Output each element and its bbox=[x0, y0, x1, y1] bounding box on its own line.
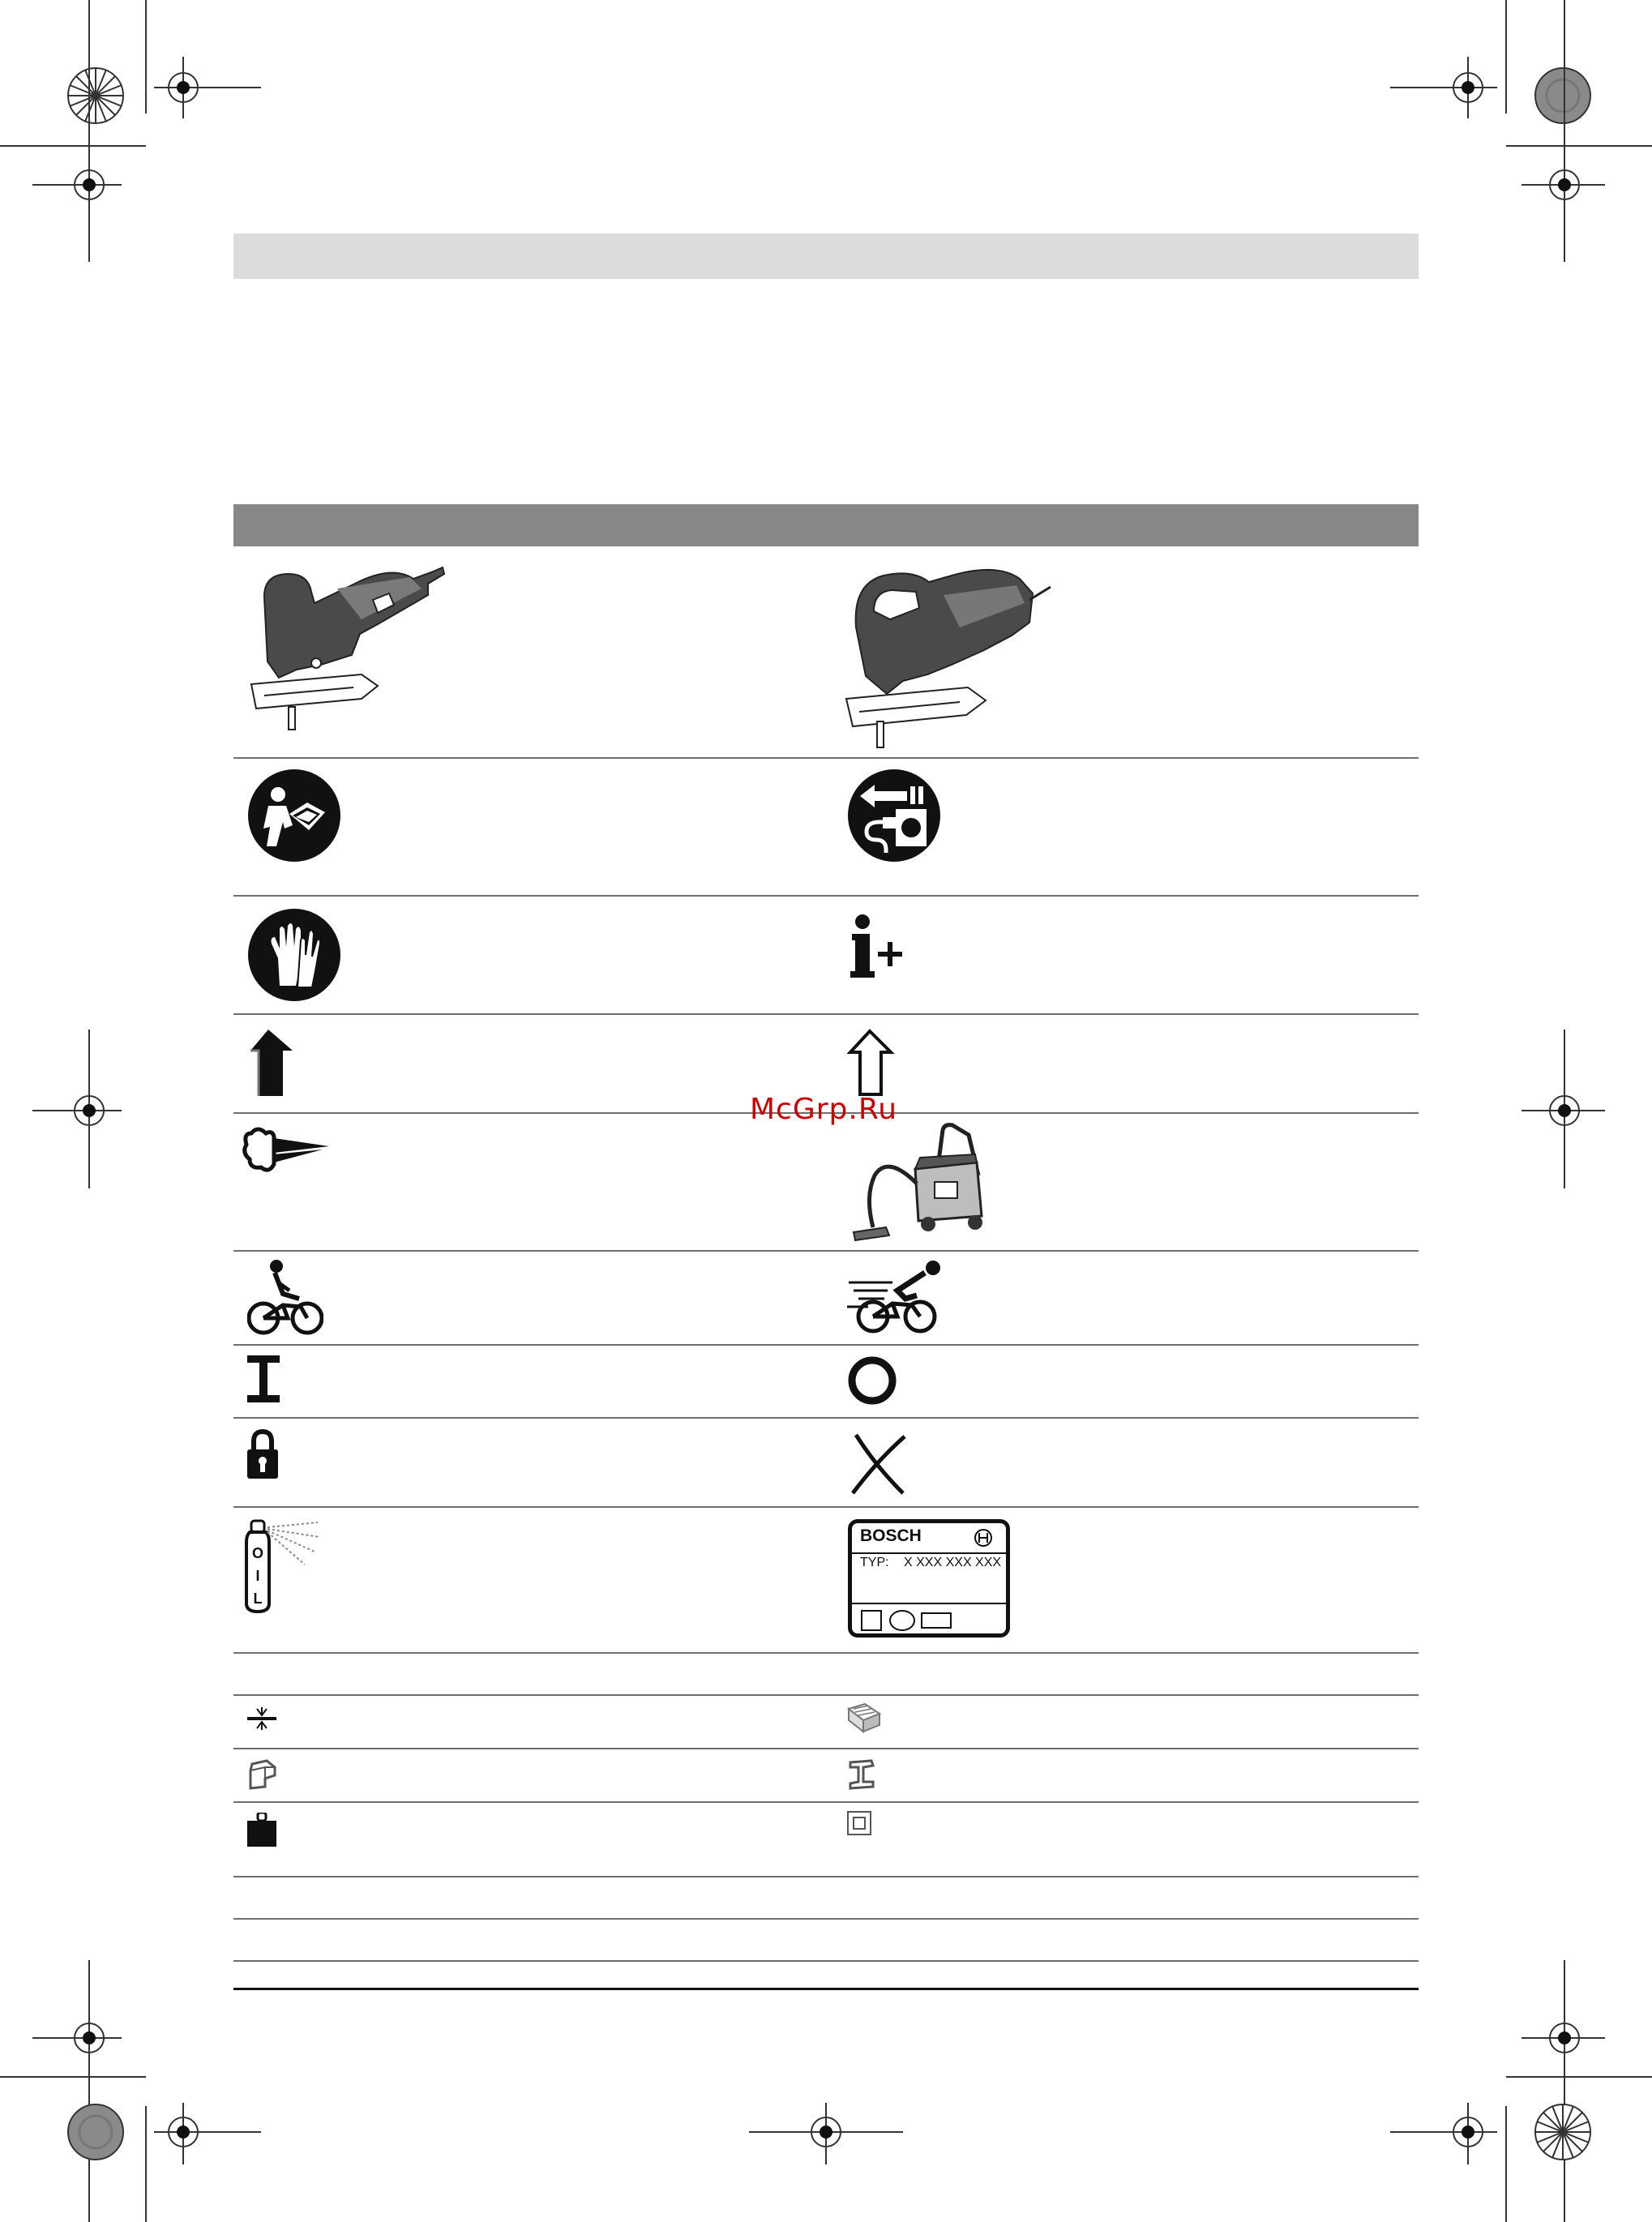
info-plus-icon bbox=[847, 914, 909, 979]
row-divider bbox=[233, 1918, 1419, 1920]
row-divider bbox=[233, 895, 1419, 897]
filled-arrow-icon bbox=[247, 1028, 296, 1098]
gloves-icon bbox=[247, 908, 341, 1002]
lock-icon bbox=[247, 1428, 278, 1479]
crop-mark-icon bbox=[0, 1960, 1652, 2222]
stroke-icon bbox=[247, 1706, 276, 1732]
steel-profile-icon bbox=[847, 1759, 876, 1790]
fast-cyclist-icon bbox=[847, 1258, 944, 1336]
row-divider bbox=[233, 1652, 1419, 1654]
registration-target-icon bbox=[65, 2101, 126, 2163]
jigsaw-image bbox=[240, 556, 447, 731]
svg-text:O: O bbox=[251, 1545, 264, 1561]
unplug-icon bbox=[847, 768, 941, 863]
oil-spray-icon bbox=[242, 1519, 323, 1613]
row-divider bbox=[233, 1013, 1419, 1015]
rating-plate-typ bbox=[860, 1556, 1001, 1570]
row-divider bbox=[233, 1250, 1419, 1252]
registration-target-icon bbox=[1532, 2101, 1594, 2163]
row-divider bbox=[233, 1960, 1419, 1962]
plate-divider bbox=[852, 1552, 1006, 1554]
vacuum-cleaner-image bbox=[847, 1122, 990, 1242]
cross-icon bbox=[851, 1433, 908, 1495]
blow-dust-icon bbox=[242, 1122, 332, 1179]
bottom-rule bbox=[233, 1988, 1419, 1990]
row-divider bbox=[233, 1876, 1419, 1877]
row-divider bbox=[233, 1801, 1419, 1803]
watermark: McGrp.Ru bbox=[750, 1093, 898, 1126]
bosch-logo-icon bbox=[974, 1528, 993, 1548]
row-divider bbox=[233, 1417, 1419, 1419]
slow-cyclist-icon bbox=[247, 1258, 323, 1336]
row-divider bbox=[233, 1344, 1419, 1346]
plate-divider bbox=[852, 1603, 1006, 1604]
row-divider bbox=[233, 1748, 1419, 1749]
row-divider bbox=[233, 757, 1419, 759]
approval-marks-icon bbox=[860, 1609, 957, 1632]
header-bar bbox=[233, 233, 1419, 279]
rating-plate bbox=[848, 1519, 1010, 1638]
section-bar bbox=[233, 504, 1419, 546]
weight-icon bbox=[247, 1813, 276, 1847]
jigsaw-image bbox=[838, 554, 1052, 749]
protection-class-icon bbox=[847, 1811, 871, 1835]
svg-text:I: I bbox=[255, 1568, 260, 1584]
metal-icon bbox=[247, 1759, 276, 1790]
wood-icon bbox=[847, 1702, 881, 1733]
outline-arrow-icon bbox=[847, 1028, 896, 1098]
svg-text:L: L bbox=[253, 1591, 263, 1607]
read-manual-icon bbox=[247, 768, 341, 863]
switch-off-icon bbox=[847, 1355, 897, 1406]
row-divider bbox=[233, 1506, 1419, 1508]
typ-value: X XXX XXX XXX bbox=[904, 1556, 1002, 1569]
switch-on-icon bbox=[247, 1355, 280, 1402]
rating-plate-brand: BOSCH bbox=[860, 1526, 922, 1545]
typ-label: TYP: bbox=[860, 1556, 889, 1569]
row-divider bbox=[233, 1694, 1419, 1696]
